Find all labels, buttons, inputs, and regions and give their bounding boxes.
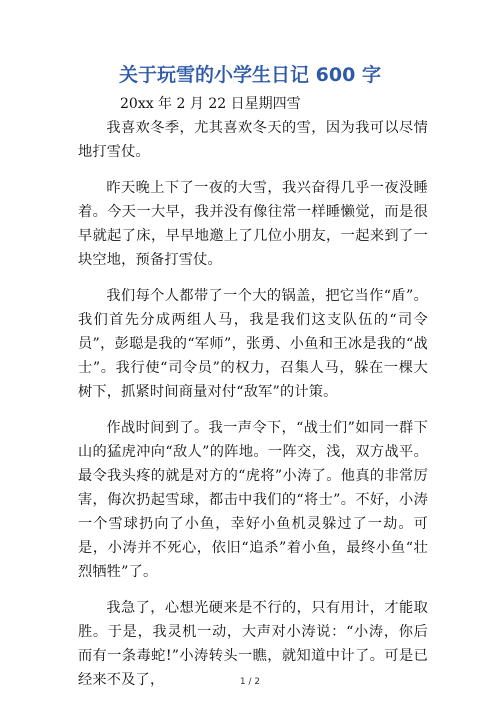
document-title: 关于玩雪的小学生日记 600 字 [119, 64, 381, 86]
paragraph-3: 我们每个人都带了一个大的锅盖，把它当作“盾”。我们首先分成两组人马，我是我们这支队伍的“司令员”，彭聪是我的“军师”，张勇、小鱼和王冰是我的“战士”。我行使“司令员”的权力，召集人马，躲在一棵大树下，抓紧时间商量对付“敌军”的计策。 [78, 288, 428, 400]
diary-date: 20xx 年 2 月 22 日星期四雪 [120, 96, 301, 112]
paragraph-4: 作战时间到了。我一声令下，“战士们”如同一群下山的猛虎冲向“敌人”的阵地。一阵交，浅，双方战平。最令我头疼的就是对方的“虎将”小涛了。他真的非常厉害，侮次扔起雪球，都击中我们的“将士”。不好，小涛一个雪球扔向了小鱼，幸好小鱼机灵躲过了一劫。可是，小涛并不死心，依旧“追杀”着小鱼，最终小鱼“壮烈牺牲”了。 [78, 420, 428, 580]
paragraph-1: 我喜欢冬季，尤其喜欢冬天的雪，因为我可以尽情地打雪仗。 [78, 120, 428, 160]
document-body [78, 116, 428, 704]
paragraph-2: 昨天晚上下了一夜的大雪，我兴奋得几乎一夜没睡着。今天一大早，我并没有像往常一样睡懒觉，而是很早就起了床，早早地邀上了几位小朋友，一起来到了一块空地，预备打雪仗。 [78, 180, 428, 268]
page-indicator: 1 / 2 [239, 677, 261, 687]
paragraph-5: 我急了，心想光硬来是不行的，只有用计，才能取胜。于是，我灵机一动，大声对小涛说：“小涛，你后而有一条毒蛇!”小涛转头一瞧，就知道中计了。可是已经来不及了， [78, 600, 428, 688]
